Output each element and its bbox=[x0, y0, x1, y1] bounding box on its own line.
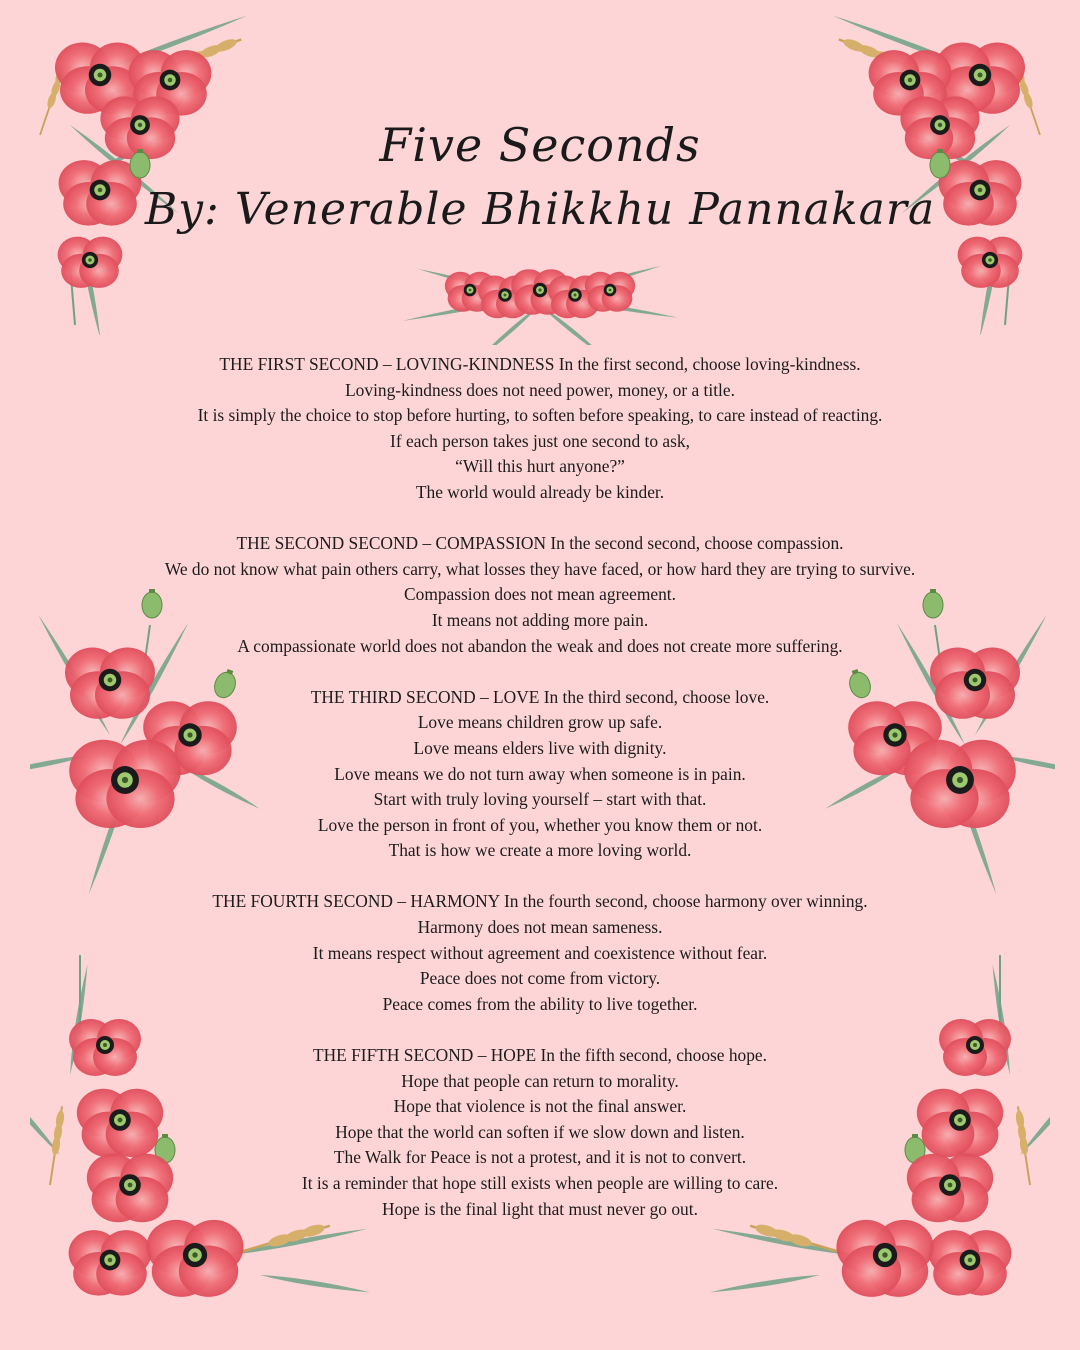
stanza-line: Love means elders live with dignity. bbox=[413, 737, 667, 758]
poem-title: Five Seconds bbox=[379, 118, 701, 172]
stanza-line: Love means children grow up safe. bbox=[417, 712, 663, 733]
stanza-line: Peace does not come from victory. bbox=[419, 968, 661, 989]
poppy-corner-top-right bbox=[760, 15, 1050, 335]
stanza-line: It is simply the choice to stop before hurting, to soften before speaking, to care instead of reacting. bbox=[197, 405, 883, 426]
stanza-line: We do not know what pain others carry, what losses they have faced, or how hard they are trying to survive. bbox=[164, 558, 916, 579]
stanza-line: A compassionate world does not abandon the weak and does not create more suffering. bbox=[237, 635, 843, 656]
stanza-line: If each person takes just one second to ask, bbox=[390, 430, 690, 451]
poppy-corner-top-left bbox=[30, 15, 320, 335]
stanza-line: Hope that people can return to morality. bbox=[401, 1070, 679, 1091]
stanza-third-second bbox=[100, 685, 980, 864]
stanza-line: THE SECOND SECOND – COMPASSION In the second second, choose compassion. bbox=[236, 533, 844, 554]
stanza-line: Harmony does not mean sameness. bbox=[417, 917, 663, 938]
poem-body bbox=[100, 352, 980, 1248]
stanza-line: Loving-kindness does not need power, money, or a title. bbox=[345, 379, 735, 400]
stanza-line: Hope is the final light that must never go out. bbox=[382, 1198, 698, 1219]
stanza-line: The world would already be kinder. bbox=[415, 481, 665, 502]
stanza-line: Hope that violence is not the final answer. bbox=[393, 1096, 687, 1117]
poppy-divider bbox=[395, 255, 685, 345]
stanza-line: Start with truly loving yourself – start with that. bbox=[373, 789, 707, 810]
stanza-line: THE FIRST SECOND – LOVING-KINDNESS In the first second, choose loving-kindness. bbox=[219, 354, 861, 374]
stanza-line: The Walk for Peace is not a protest, and it is not to convert. bbox=[333, 1147, 747, 1168]
stanza-line: It is a reminder that hope still exists when people are willing to care. bbox=[301, 1173, 779, 1193]
stanza-line: Compassion does not mean agreement. bbox=[404, 584, 676, 605]
stanza-line: Love means we do not turn away when someone is in pain. bbox=[334, 763, 746, 784]
stanza-line: THE FOURTH SECOND – HARMONY In the fourth second, choose harmony over winning. bbox=[212, 891, 868, 912]
stanza-line: It means respect without agreement and coexistence without fear. bbox=[312, 942, 768, 963]
stanza-line: It means not adding more pain. bbox=[431, 609, 649, 630]
stanza-line: That is how we create a more loving world. bbox=[388, 840, 692, 861]
stanza-line: THE FIFTH SECOND – HOPE In the fifth second, choose hope. bbox=[312, 1045, 768, 1066]
stanza-fifth-second bbox=[100, 1043, 980, 1222]
stanza-line: Love the person in front of you, whether you know them or not. bbox=[317, 814, 763, 835]
stanza-line: Hope that the world can soften if we slow down and listen. bbox=[335, 1121, 745, 1142]
stanza-fourth-second bbox=[100, 889, 980, 1017]
poem-author: By: Venerable Bhikkhu Pannakara bbox=[144, 184, 936, 235]
stanza-line: THE THIRD SECOND – LOVE In the third second, choose love. bbox=[310, 686, 770, 707]
stanza-second-second bbox=[100, 531, 980, 659]
stanza-first-second bbox=[100, 352, 980, 506]
stanza-line: Peace comes from the ability to live together. bbox=[382, 993, 698, 1014]
stanza-line: “Will this hurt anyone?” bbox=[455, 456, 625, 477]
